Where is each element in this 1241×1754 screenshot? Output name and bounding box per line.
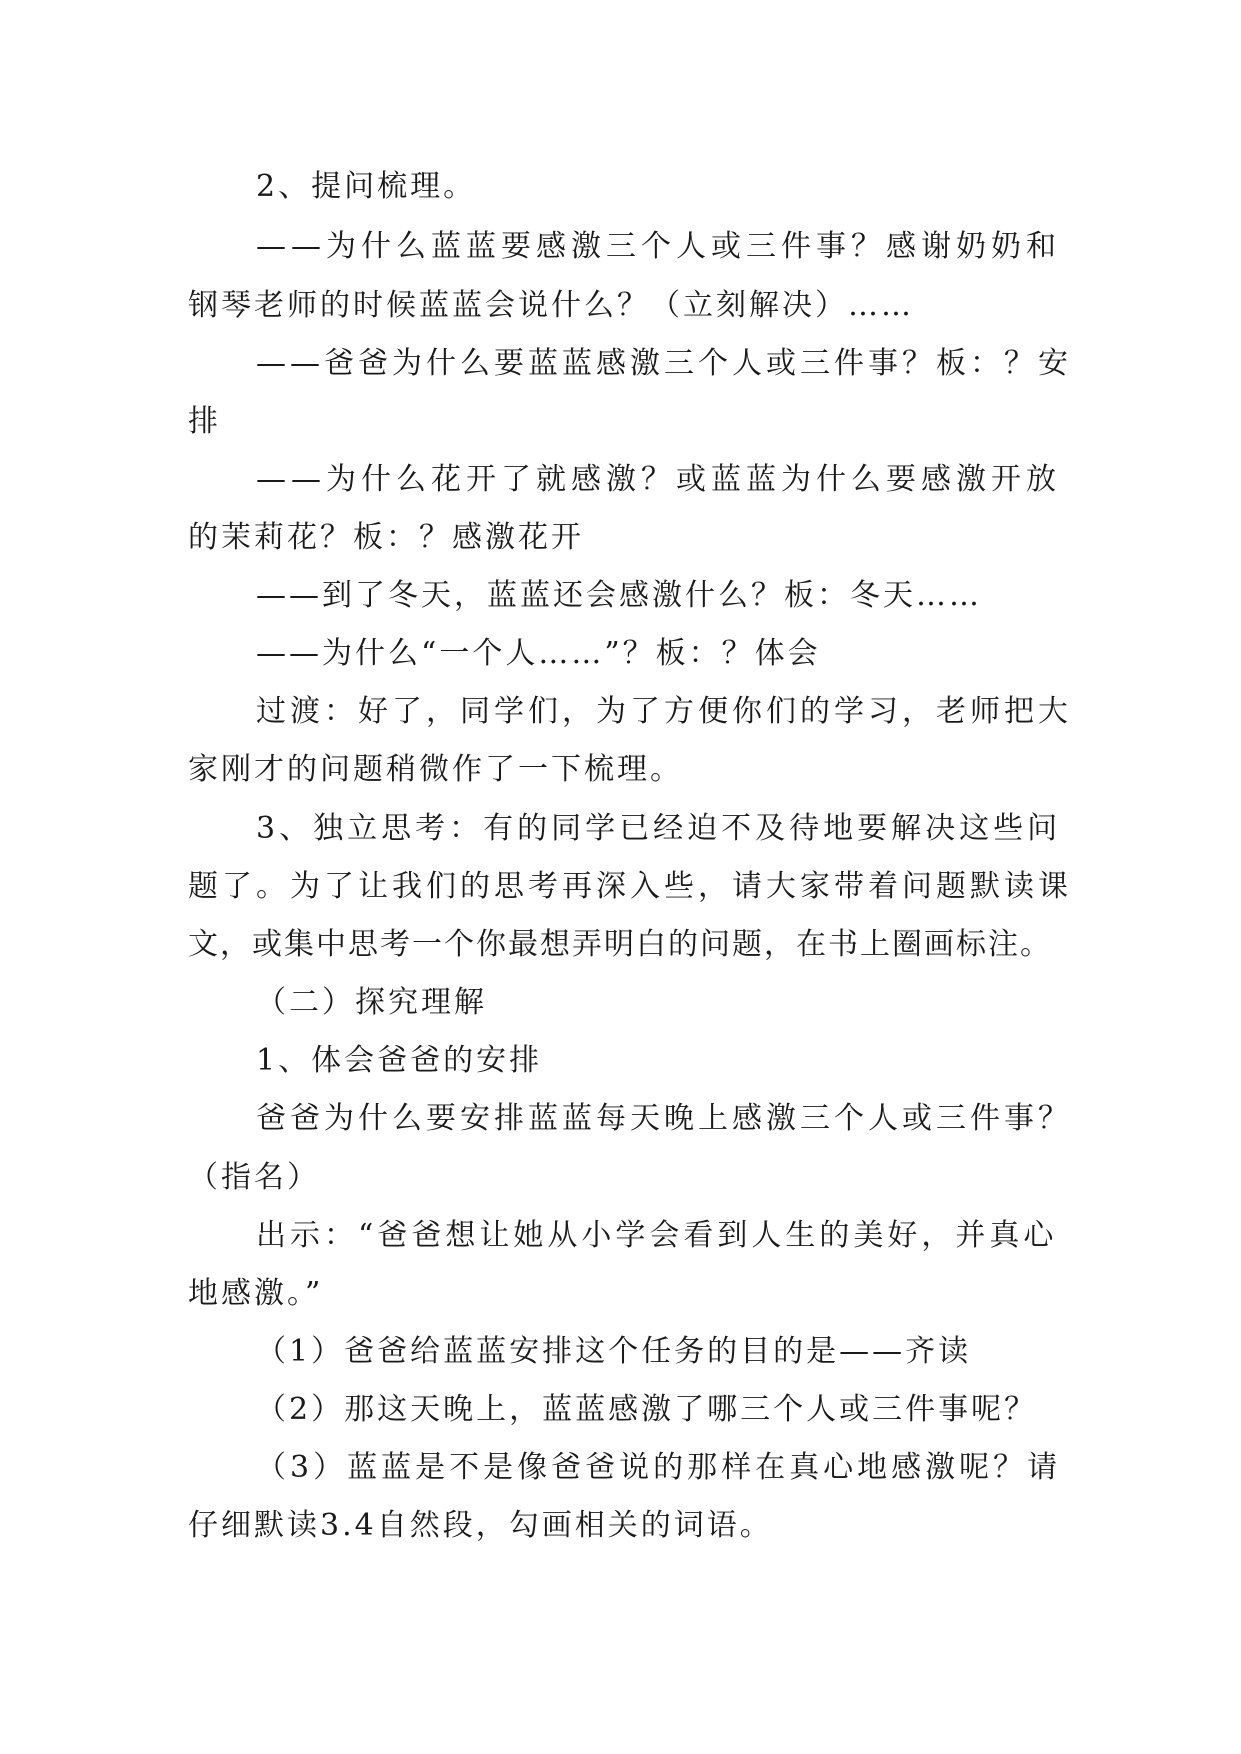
transition-line-a: 过渡：好了，同学们，为了方便你们的学习，老师把大 [256,694,1072,729]
paragraph-3-line-c: 文，或集中思考一个你最想弄明白的问题，在书上圈画标注。 [188,927,1052,962]
transition-line-b: 家刚才的问题稍微作了一下梳理。 [188,752,683,787]
item-3-line-b: 仔细默读3.4自然段，勾画相关的词语。 [188,1508,773,1543]
question-line-1a: ——为什么蓝蓝要感激三个人或三件事？感谢奶奶和 [256,229,1061,264]
question-line-2a: ——爸爸为什么要蓝蓝感激三个人或三件事？板：？安 [256,346,1072,381]
question-line-2b: 排 [188,404,222,439]
question-line-4: ——到了冬天，蓝蓝还会感激什么？板：冬天…… [256,578,982,613]
paragraph-3-line-b: 题了。为了让我们的思考再深入些，请大家带着问题默读课 [188,869,1072,904]
question-father-a: 爸爸为什么要安排蓝蓝每天晚上感激三个人或三件事？ [256,1101,1072,1136]
subsection-heading-1: 1、体会爸爸的安排 [256,1043,543,1078]
question-line-1b: 钢琴老师的时候蓝蓝会说什么？（立刻解决）…… [188,288,914,323]
question-line-3a: ——为什么花开了就感激？或蓝蓝为什么要感激开放 [256,462,1061,497]
question-father-b: （指名） [188,1160,320,1195]
question-line-5: ——为什么“一个人……”？板：？体会 [256,636,821,671]
question-line-3b: 的茉莉花？板：？感激花开 [188,520,584,555]
paragraph-heading-2: 2、提问梳理。 [256,169,477,204]
item-3-line-a: （3）蓝蓝是不是像爸爸说的那样在真心地感激呢？请 [256,1450,1062,1485]
section-heading-2: （二）探究理解 [256,985,487,1020]
show-line-a: 出示：“爸爸想让她从小学会看到人生的美好，并真心 [256,1218,1058,1253]
item-2: （2）那这天晚上，蓝蓝感激了哪三个人或三件事呢？ [256,1392,1038,1427]
paragraph-3-line-a: 3、独立思考：有的同学已经迫不及待地要解决这些问 [256,811,1062,846]
show-line-b: 地感激。” [188,1276,324,1311]
item-1: （1）爸爸给蓝蓝安排这个任务的目的是——齐读 [256,1334,972,1369]
